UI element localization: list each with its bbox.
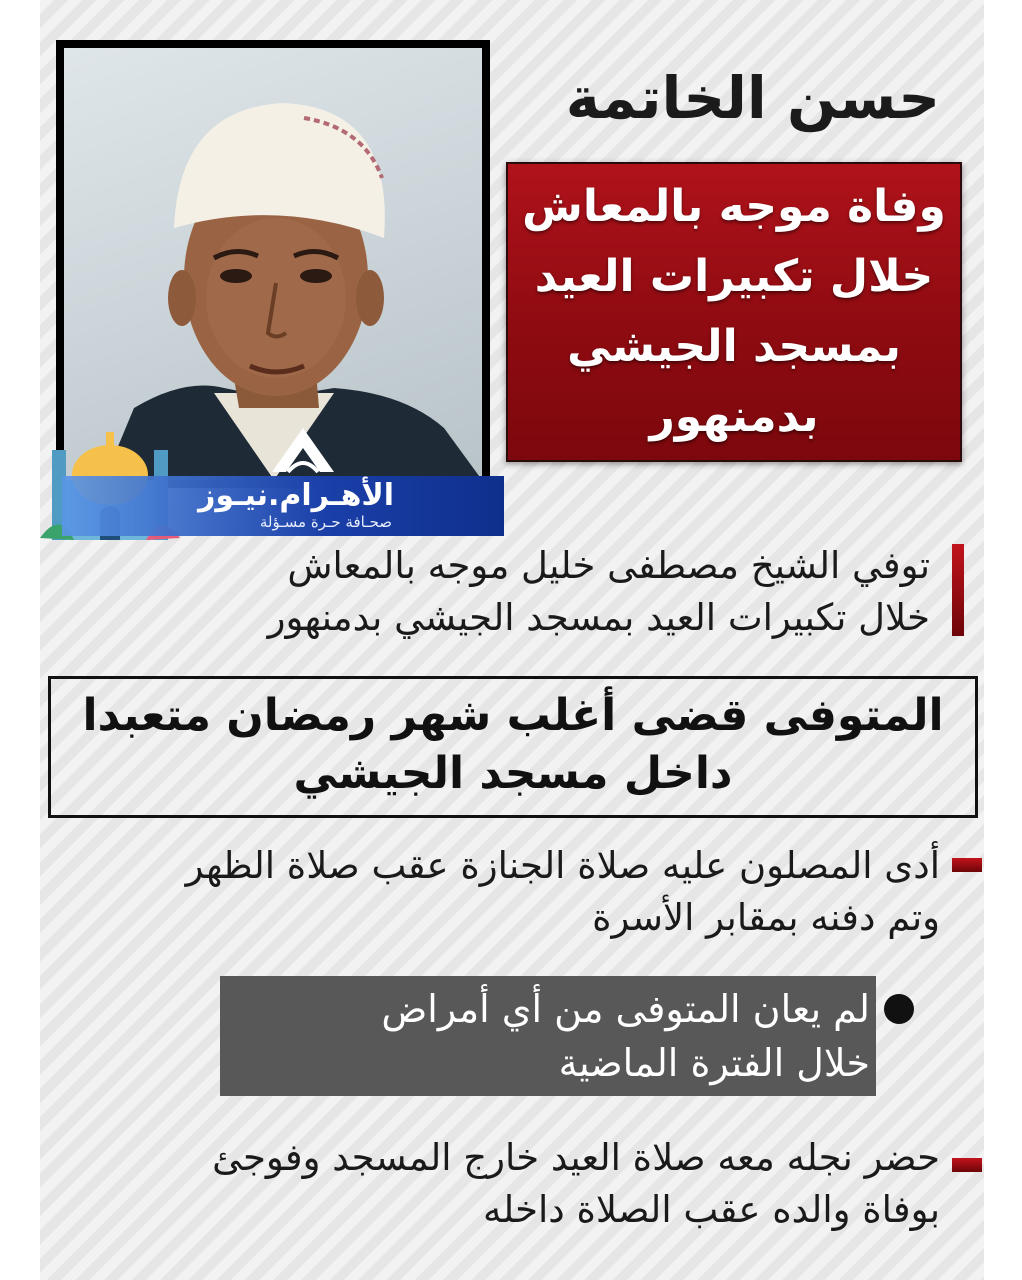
intro-line: توفي الشيخ مصطفى خليل موجه بالمعاش bbox=[287, 544, 930, 587]
logo-name: الأهـرام.نيـوز bbox=[198, 478, 394, 513]
bullet-line: وتم دفنه بمقابر الأسرة bbox=[592, 896, 940, 939]
summary-line: وفاة موجه بالمعاش bbox=[522, 181, 946, 232]
logo-banner bbox=[62, 476, 504, 536]
logo-tagline: صحـافة حـرة مسـؤلة bbox=[259, 513, 392, 531]
logo-triangle-icon bbox=[268, 424, 338, 476]
bullet-line: بوفاة والده عقب الصلاة داخله bbox=[483, 1188, 940, 1231]
bullet-line: حضر نجله معه صلاة العيد خارج المسجد وفوجئ bbox=[212, 1136, 940, 1179]
highlight-line: المتوفى قضى أغلب شهر رمضان متعبدا bbox=[82, 690, 944, 741]
bullet-paragraph bbox=[60, 840, 940, 944]
highlight-line: داخل مسجد الجيشي bbox=[293, 748, 733, 799]
section-marker bbox=[952, 544, 964, 636]
summary-line: بمسجد الجيشي bbox=[567, 321, 901, 372]
highlight-box bbox=[48, 676, 978, 818]
bullet-line: أدى المصلون عليه صلاة الجنازة عقب صلاة الظهر bbox=[185, 844, 940, 887]
bullet-paragraph bbox=[40, 1132, 940, 1236]
callout-line: خلال الفترة الماضية bbox=[558, 1041, 870, 1085]
grey-callout bbox=[220, 976, 876, 1096]
portrait-photo bbox=[64, 48, 482, 480]
page-title: حسن الخاتمة bbox=[565, 64, 940, 132]
bullet-marker bbox=[952, 1158, 982, 1172]
summary-line: خلال تكبيرات العيد bbox=[534, 251, 934, 302]
bullet-dot bbox=[884, 994, 914, 1024]
callout-line: لم يعان المتوفى من أي أمراض bbox=[381, 987, 870, 1031]
bullet-marker bbox=[952, 858, 982, 872]
summary-box bbox=[506, 162, 962, 462]
summary-line: بدمنهور bbox=[649, 391, 819, 442]
intro-paragraph bbox=[70, 540, 930, 644]
intro-line: خلال تكبيرات العيد بمسجد الجيشي بدمنهور bbox=[267, 596, 930, 639]
